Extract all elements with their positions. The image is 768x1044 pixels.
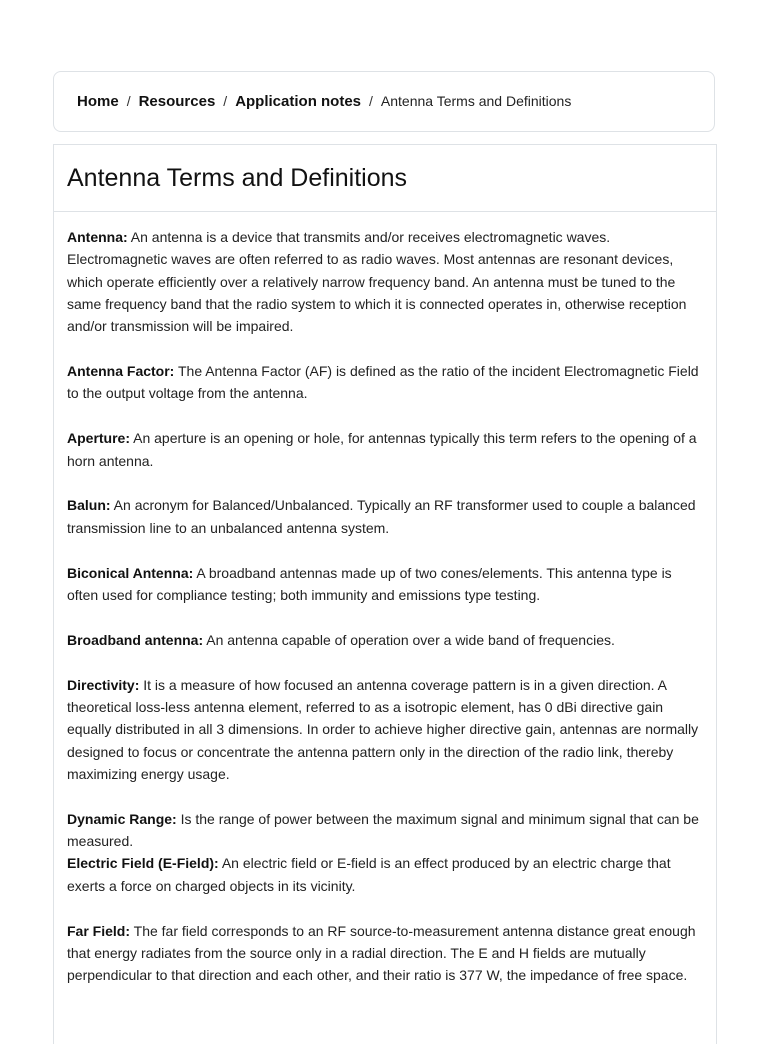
page-title: Antenna Terms and Definitions: [67, 164, 408, 192]
breadcrumb-link-application-notes[interactable]: Application notes: [235, 93, 362, 110]
definition-broadband-antenna: [67, 629, 705, 651]
definition-text: A broadband antennas made up of two cones/elements. This antenna type is often used for compliance testing; both immunity and emissions type testing.: [67, 564, 672, 603]
definition-biconical-antenna: [67, 562, 705, 607]
definition-term: Balun:: [67, 497, 111, 514]
definition-term: Dynamic Range:: [67, 810, 177, 827]
definition-aperture: [67, 427, 705, 472]
breadcrumb-separator: /: [223, 93, 228, 109]
definition-term: Antenna:: [67, 229, 128, 245]
definition-text: The Antenna Factor (AF) is defined as the ratio of the incident Electromagnetic Field to the output voltage from the antenna.: [67, 363, 699, 402]
definition-text: An antenna is a device that transmits and/or receives electromagnetic waves. Electromagnetic waves are often referred to as radio waves. Most antennas are resonant devices, which operate efficiently over a relatively narrow frequency band. An antenna must be tuned to the same frequency band that the radio system to which it is connected operates in, otherwise reception and/or transmission will be impaired.: [67, 229, 687, 335]
definition-directivity: [67, 674, 705, 785]
definition-text: It is a measure of how focused an antenna coverage pattern is in a given direction. A theoretical loss-less antenna element, referred to as a isotropic element, has 0 dBi directive gain equally distributed in all 3 dimensions. In order to achieve higher directive gain, antennas are normally designed to focus or concentrate the antenna pattern only in the direction of the radio link, thereby maximizing energy usage.: [67, 676, 699, 782]
breadcrumb-current-page: Antenna Terms and Definitions: [380, 93, 572, 109]
definition-antenna: [67, 226, 705, 337]
definition-term: Electric Field (E-Field):: [67, 855, 219, 872]
definition-text: The far field corresponds to an RF source-to-measurement antenna distance great enough that energy radiates from the source only in a radial direction. The E and H fields are mutually perpendicular to that direction and each other, and their ratio is 377 W, the impedance of free space.: [67, 922, 696, 984]
breadcrumb-link-home[interactable]: Home: [77, 93, 119, 110]
definition-term: Biconical Antenna:: [67, 564, 194, 581]
definition-term: Broadband antenna:: [67, 631, 204, 648]
content-card: [53, 144, 717, 1044]
definition-text: An electric field or E-field is an effect produced by an electric charge that exerts a force on charged objects in its vicinity.: [67, 855, 671, 894]
definition-balun: [67, 494, 705, 539]
definition-text: An antenna capable of operation over a wide band of frequencies.: [203, 631, 615, 648]
definition-term: Directivity:: [67, 676, 140, 693]
breadcrumb: [77, 91, 571, 112]
definition-term: Far Field:: [67, 922, 131, 939]
definition-text: An acronym for Balanced/Unbalanced. Typically an RF transformer used to couple a balanced transmission line to an unbalanced antenna system.: [67, 497, 696, 536]
definition-term: Antenna Factor:: [67, 363, 175, 380]
definition-text: An aperture is an opening or hole, for antennas typically this term refers to the opening of a horn antenna.: [67, 430, 697, 469]
breadcrumb-link-resources[interactable]: Resources: [138, 93, 216, 110]
definition-antenna-factor: [67, 360, 705, 405]
breadcrumb-separator: /: [126, 93, 131, 109]
definition-dynamic-range: [67, 808, 705, 853]
definition-text: Is the range of power between the maximum signal and minimum signal that can be measured.: [67, 810, 699, 850]
card-header: [54, 145, 716, 212]
definitions-list: [67, 226, 705, 1009]
breadcrumb-card: [53, 71, 715, 132]
breadcrumb-separator: /: [369, 93, 373, 109]
definition-term: Aperture:: [67, 430, 131, 447]
definition-electric-field: [67, 852, 705, 897]
definition-far-field: [67, 920, 705, 987]
